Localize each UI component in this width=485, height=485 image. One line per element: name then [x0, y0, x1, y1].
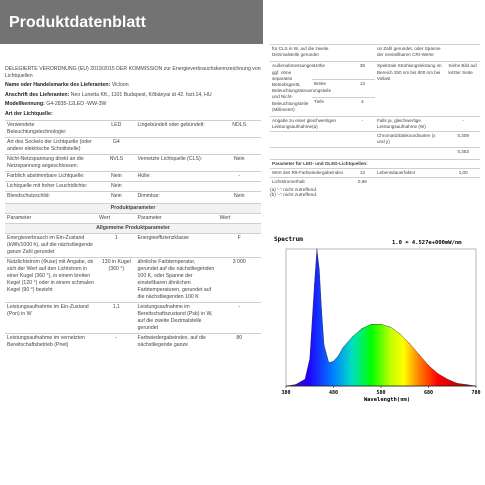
type-value-2 [217, 182, 261, 192]
dim-depth-value: 4 [350, 97, 375, 114]
type-value: Nein [97, 172, 135, 182]
type-value-2: Nein [217, 155, 261, 172]
type-row [5, 138, 261, 155]
param-value-2: 80 [217, 334, 261, 351]
type-row [5, 192, 261, 202]
address-row [5, 92, 261, 99]
x-tick-label: 380 [281, 390, 291, 396]
spectrum-point [362, 328, 363, 329]
type-key-2: Hülle: [136, 172, 218, 182]
type-row [5, 182, 261, 192]
type-key-2: Vernetzte Lichtquelle (CLS): [136, 155, 218, 172]
spectrum-point [447, 379, 448, 380]
type-value: Nein [97, 182, 135, 192]
spectrum-point [409, 343, 410, 344]
left-column [5, 66, 261, 350]
spectrum-point [321, 310, 322, 311]
right-value-2: 0,309 [446, 132, 480, 147]
type-key-2 [136, 182, 218, 192]
led-key-2: Lebensdauerfaktor [375, 169, 446, 178]
right-value [350, 132, 375, 147]
right-key [270, 147, 350, 156]
spectrum-point [343, 347, 344, 348]
chart-formula: 1.0 = 4.527e+000mW/nm [392, 240, 462, 246]
param-key-2: Energieeffizienzklasse [136, 234, 218, 258]
led-value: 0,96 [350, 178, 375, 187]
right-key-2: Falls ja, gleichwertige Leistungsaufnahme (W) [375, 116, 446, 131]
spectrum-point [317, 249, 318, 250]
spectrum-point [352, 336, 353, 337]
param-value: 1,1 [97, 303, 135, 334]
spectrum-point [324, 345, 325, 346]
supplier-value: Vicloon [111, 82, 129, 88]
pnet-cls-value [350, 45, 375, 60]
spectrum-point [309, 358, 310, 359]
led-value: 13 [350, 169, 375, 178]
type-key: Blendschutzschild: [5, 192, 97, 202]
led-row [270, 169, 480, 178]
right-key [270, 132, 350, 147]
type-row [5, 121, 261, 138]
x-tick-label: 580 [376, 390, 386, 396]
chart-title: Spectrum [274, 236, 303, 243]
spectrum-point [328, 362, 329, 363]
type-key: Verwendete Beleuchtungstechnologie: [5, 121, 97, 138]
type-key-2 [136, 138, 218, 155]
right-value [350, 147, 375, 156]
spectral-value: Siehe Bild auf letzter Seite [446, 62, 480, 114]
type-value-2: Nein [217, 192, 261, 202]
spectrum-point [338, 356, 339, 357]
col-header-param-2: Parameter [136, 214, 218, 224]
spectrum-point [295, 384, 296, 385]
type-key: Art des Sockels der Lichtquelle (oder andere elektrische Schnittstelle) [5, 138, 97, 155]
spectrum-point [466, 384, 467, 385]
dimensions-label: Außenabmessungen, ggf. ohne separates Betriebsgerät, Beleuchtungssteuerungsteile und Nicht-Beleuchtungsteile (Millimeter) [270, 62, 312, 114]
type-value: LED [97, 121, 135, 138]
right-value-2: - [446, 116, 480, 131]
spectrum-svg [272, 233, 482, 403]
spectrum-point [390, 327, 391, 328]
led-key: Wert des R9-Farbwiedergabeindex [270, 169, 350, 178]
footnote-b: (b) '-': nicht zutreffend. [270, 193, 318, 199]
type-value-2: NDLS [217, 121, 261, 138]
model-row [5, 101, 261, 108]
type-value-2 [217, 138, 261, 155]
right-key-2: Chromatizitätskoordinaten (x und y) [375, 132, 446, 147]
page-title: Produktdatenblatt [9, 14, 146, 31]
param-key-2: Farbwiedergabeindex, auf die nächstliegende ganze [136, 334, 218, 351]
type-value: NVLS [97, 155, 135, 172]
type-row [5, 172, 261, 182]
param-key-2: ähnliche Farbtemperatur, gerundet auf die nächstliegenden 100 K, oder Spanne der einstellbaren ähnlichen Farbtemperaturen, gerundet auf die nächstliegenden 100 K [136, 258, 218, 303]
right-row [270, 147, 480, 156]
param-value-2: 3 000 [217, 258, 261, 303]
right-value-2: 0,353 [446, 147, 480, 156]
col-header-value-2: Wert [217, 214, 261, 224]
param-value: - [97, 334, 135, 351]
spectrum-point [371, 324, 372, 325]
col-header-value: Wert [97, 214, 135, 224]
model-label: Modellkennung: [5, 101, 45, 107]
title-bar [0, 0, 263, 44]
model-value: G4-2835-12LED -WW-3W [46, 101, 107, 107]
dim-height-label: Höhe [312, 62, 350, 80]
dim-width-label: Breite [312, 80, 350, 98]
right-column [270, 44, 480, 198]
address-value: Neo Lunetta Kft., 1101 Budapest, Kőbányai út 42. fszt.14, HU [70, 91, 212, 98]
product-params-table [5, 203, 261, 350]
type-row [5, 155, 261, 172]
param-key: Leistungsaufnahme im Ein-Zustand (Pon) in W [5, 303, 97, 334]
led-row [270, 178, 480, 187]
cri-range-label: on Zahl gerundet, oder Spanne der einstellbaren CRI-Werte [375, 45, 446, 60]
type-value-2: - [217, 172, 261, 182]
param-row [5, 234, 261, 258]
x-tick-label: 780 [471, 390, 481, 396]
led-key: Lichtstromerhalt [270, 178, 350, 187]
equivalent-power-table [270, 116, 480, 156]
col-header-param: Parameter [5, 214, 97, 224]
spectrum-chart [272, 233, 482, 403]
x-tick-label: 680 [423, 390, 434, 396]
param-row [5, 258, 261, 303]
spectrum-point [333, 361, 334, 362]
type-key-2: Lingebündelt oder gebündelt: [136, 121, 218, 138]
x-tick-label: 480 [328, 390, 339, 396]
cri-range-value [446, 45, 480, 60]
type-key-2: Dimmbar: [136, 192, 218, 202]
param-key: Leistungsaufnahme im vernetzten Bereitschaftsbetrieb (Pnet) [5, 334, 97, 351]
param-row [5, 303, 261, 334]
param-row [5, 334, 261, 351]
supplier-row [5, 82, 261, 89]
right-value: - [350, 116, 375, 131]
type-table [5, 120, 261, 201]
spectrum-point [400, 334, 401, 335]
type-value: Nein [97, 192, 135, 202]
led-value-2: 1,00 [446, 169, 480, 178]
regulation-text: DELEGIERTE VERORDNUNG (EU) 2019/2015 DER KOMMISSION zur Energieverbrauchskennzeichnung von Lichtquellen [5, 66, 261, 79]
param-value: 130 in Kugel (360 °) [97, 258, 135, 303]
spectrum-point [381, 324, 382, 325]
section-general-params: Allgemeine Produktparameter [5, 224, 261, 234]
type-label: Art der Lichtquelle: [5, 110, 53, 117]
param-key-2: Leistungsaufnahme im Bereitschaftszustand (Psb) in W, auf die zweite Dezimalstelle gerundet [136, 303, 218, 334]
footnote-a: (a) '-': nicht zutreffend. [270, 188, 318, 194]
spectrum-point [419, 354, 420, 355]
dimensions-table [270, 61, 480, 114]
supplier-label: Name oder Handelsmarke des Lieferanten: [5, 82, 111, 88]
param-key: Energieverbrauch im Ein-Zustand (kWh/1000 h), auf die nächstliegende ganze Zahl gerundet [5, 234, 97, 258]
right-key-2 [375, 147, 446, 156]
param-value-2: F [217, 234, 261, 258]
dim-depth-label: Tiefe [312, 97, 350, 114]
right-row [270, 116, 480, 131]
address-label: Anschrift des Lieferanten: [5, 91, 70, 98]
spectrum-point [438, 373, 439, 374]
type-key: Lichtquelle mit hoher Leuchtdichte: [5, 182, 97, 192]
right-top-table [270, 44, 480, 59]
right-row [270, 132, 480, 147]
spectrum-point [305, 379, 306, 380]
led-section-title: Parameter für LED- und OLED-Lichtquellen: [270, 159, 480, 168]
spectrum-point [319, 269, 320, 270]
dim-width-value: 13 [350, 80, 375, 98]
right-key: Angabe zu einer gleichwertigen Leistungsaufnahme(a) [270, 116, 350, 131]
spectrum-point [457, 383, 458, 384]
type-value: G4 [97, 138, 135, 155]
param-value-2: - [217, 303, 261, 334]
led-value-2 [446, 178, 480, 187]
pnet-cls-label: für CLS in W, auf die zweite Dezimalstelle gerundet [270, 45, 350, 60]
param-key: Nutzlichtstrom (Φuse) mit Angabe, ob sich der Wert auf den Lichtstrom in einer Kugel (360 °), in einem breiten Kegel (120 °) oder in einem schmalen Kegel (90 °) bezieht [5, 258, 97, 303]
spectrum-point [428, 365, 429, 366]
section-product-params: Produktparameter [5, 204, 261, 214]
chart-xlabel: Wavelength(nm) [363, 397, 411, 403]
spectral-label: Spektrale Strahlungsleistung im Bereich 250 nm bis 800 nm bei Vollast [375, 62, 446, 114]
param-value: 1 [97, 234, 135, 258]
led-params-table [270, 159, 480, 187]
type-key: Nicht-Netzspannung direkt an die Netzspannung angeschlossen: [5, 155, 97, 172]
dim-height-value: 38 [350, 62, 375, 80]
spectrum-point [314, 283, 315, 284]
led-key-2 [375, 178, 446, 187]
type-key: Farblich abstimmbare Lichtquelle: [5, 172, 97, 182]
